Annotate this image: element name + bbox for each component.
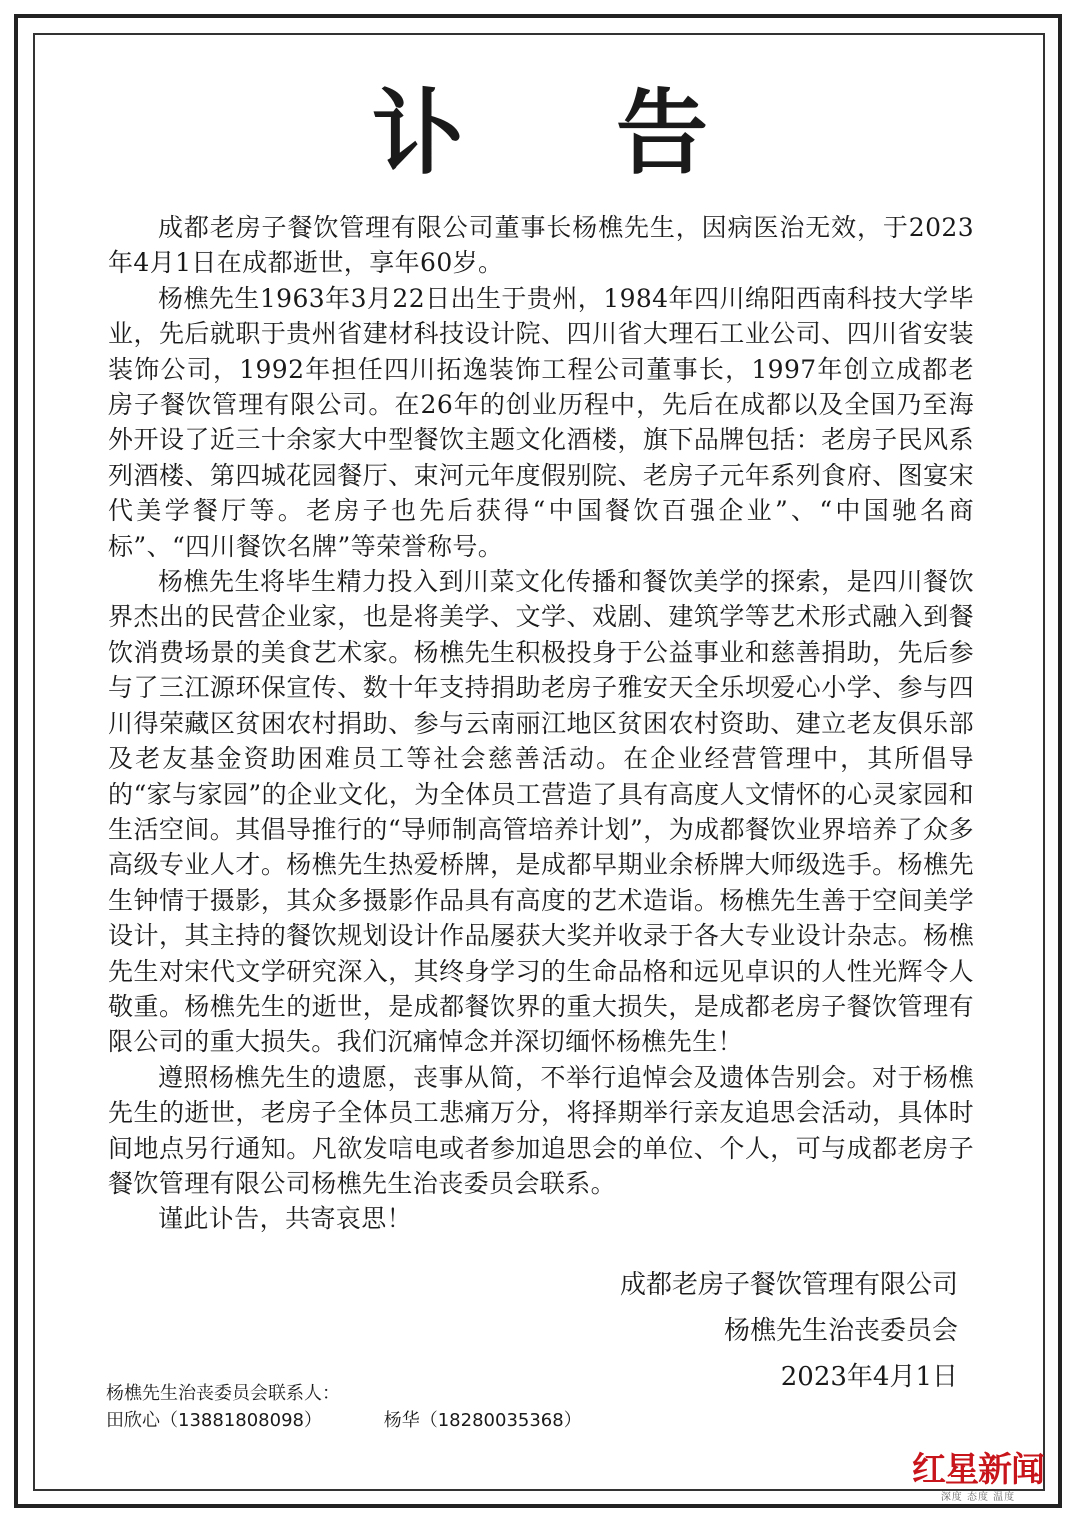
obituary-body (108, 210, 974, 1237)
paragraph-biography: 杨樵先生1963年3月22日出生于贵州，1984年四川绵阳西南科技大学毕业，先后就职于贵州省建材科技设计院、四川省大理石工业公司、四川省安装装饰公司，1992年担任四川拓逸装饰工程公司董事长，1997年创立成都老房子餐饮管理有限公司。在26年的创业历程中，先后在成都以及全国乃至海外开设了近三十余家大中型餐饮主题文化酒楼，旗下品牌包括：老房子民风系列酒楼、第四城花园餐厅、束河元年度假别院、老房子元年系列食府、图宴宋代美学餐厅等。老房子也先后获得“中国餐饮百强企业”、“中国驰名商标”、“四川餐饮名牌”等荣誉称号。 (108, 283, 974, 561)
watermark-logo (912, 1452, 1044, 1503)
signature-company: 成都老房子餐饮管理有限公司 (619, 1270, 958, 1300)
contact-person-2: 杨华（18280035368） (383, 1410, 582, 1431)
contact-label: 杨樵先生治丧委员会联系人： (106, 1383, 340, 1404)
page-title: 讣 告 (371, 79, 769, 187)
paragraph-funeral-arrangements: 遵照杨樵先生的遗愿，丧事从简，不举行追悼会及遗体告别会。对于杨樵先生的逝世，老房子全体员工悲痛万分，将择期举行亲友追思会活动，具体时间地点另行通知。凡欲发唁电或者参加追思会的单位、个人，可与成都老房子餐饮管理有限公司杨樵先生治丧委员会联系。 (108, 1062, 974, 1198)
signature-block (620, 1262, 958, 1400)
watermark-logo-text: 红星新闻 (912, 1450, 1044, 1490)
contact-row (106, 1407, 582, 1434)
paragraph-announcement: 成都老房子餐饮管理有限公司董事长杨樵先生，因病医治无效，于2023年4月1日在成都逝世，享年60岁。 (108, 213, 974, 278)
contact-block (106, 1380, 582, 1434)
paragraph-closing: 谨此讣告，共寄哀思！ (158, 1204, 413, 1234)
contact-person-1: 田欣心（13881808098） (106, 1410, 322, 1431)
watermark-slogan: 深度 态度 温度 (940, 1492, 1016, 1503)
paragraph-contributions: 杨樵先生将毕生精力投入到川菜文化传播和餐饮美学的探索，是四川餐饮界杰出的民营企业家，也是将美学、文学、戏剧、建筑学等艺术形式融入到餐饮消费场景的美食艺术家。杨樵先生积极投身于公益事业和慈善捐助，先后参与了三江源环保宣传、数十年支持捐助老房子雅安天全乐坝爱心小学、参与四川得荣藏区贫困农村捐助、参与云南丽江地区贫困农村资助、建立老友俱乐部及老友基金资助困难员工等社会慈善活动。在企业经营管理中，其所倡导的“家与家园”的企业文化，为全体员工营造了具有高度人文情怀的心灵家园和生活空间。其倡导推行的“导师制高管培养计划”，为成都餐饮业界培养了众多高级专业人才。杨樵先生热爱桥牌，是成都早期业余桥牌大师级选手。杨樵先生钟情于摄影，其众多摄影作品具有高度的艺术造诣。杨樵先生善于空间美学设计，其主持的餐饮规划设计作品屡获大奖并收录于各大专业设计杂志。杨樵先生对宋代文学研究深入，其终身学习的生命品格和远见卓识的人性光辉令人敬重。杨樵先生的逝世，是成都餐饮界的重大损失，是成都老房子餐饮管理有限公司的重大损失。我们沉痛悼念并深切缅怀杨樵先生！ (108, 567, 974, 1057)
signature-date: 2023年4月1日 (780, 1362, 958, 1392)
signature-committee: 杨樵先生治丧委员会 (723, 1316, 958, 1346)
